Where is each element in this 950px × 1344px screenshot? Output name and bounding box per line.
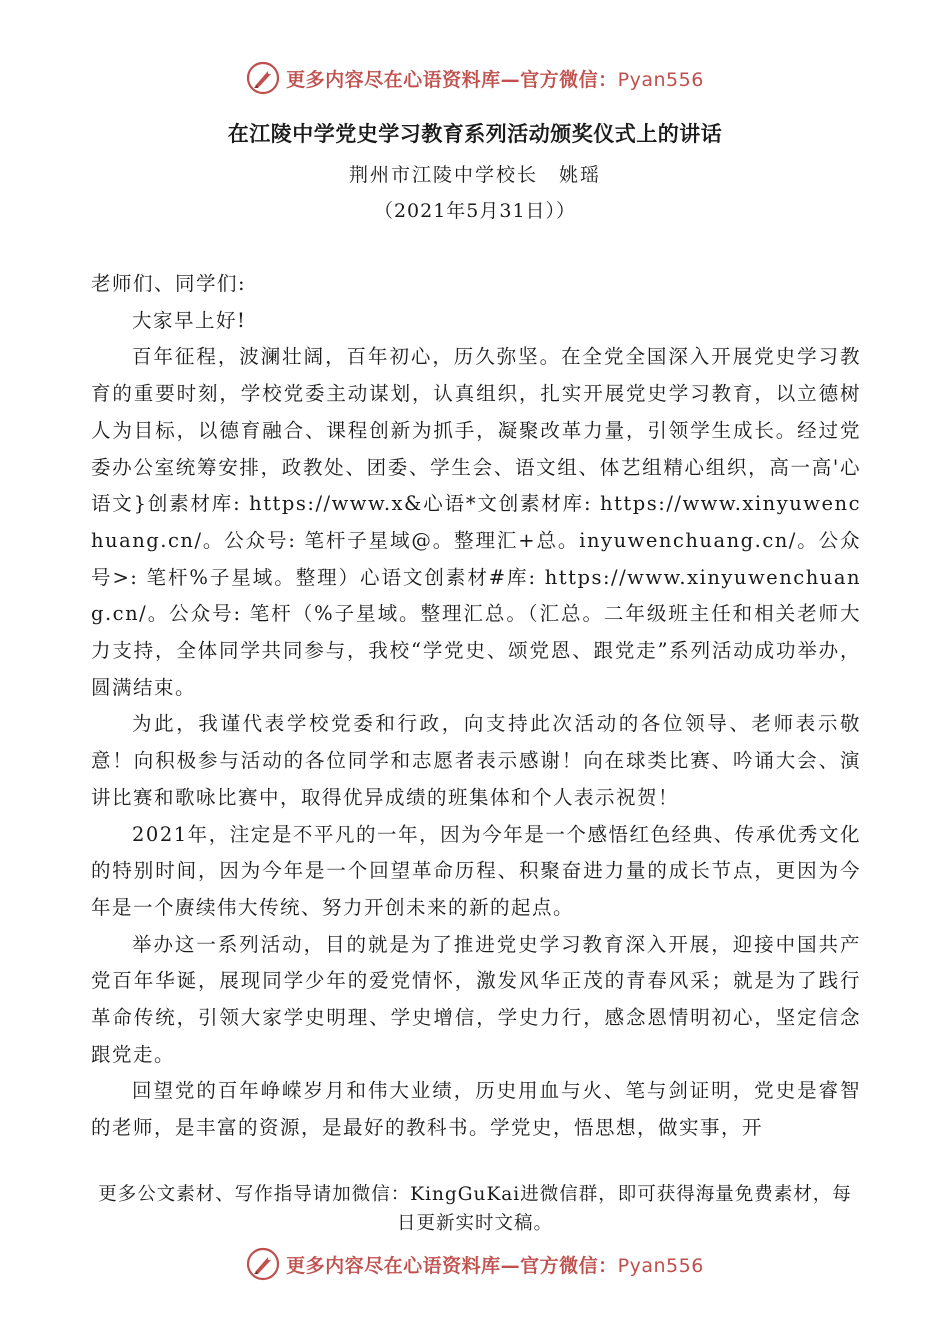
footer-note: 更多公文素材、写作指导请加微信：KingGuKai进微信群，即可获得海量免费素材，每日更新实时文稿。 [98,1184,852,1234]
document-author: 荆州市江陵中学校长 姚瑶 [348,164,601,186]
paragraph: 百年征程，波澜壮阔，百年初心，历久弥坚。在全党全国深入开展党史学习教育的重要时刻，学校党委主动谋划，认真组织，扎实开展党史学习教育，以立德树人为目标，以德育融合、课程创新为抓手，凝聚改革力量，引领学生成长。经过党委办公室统筹安排，政教处、团委、学生会、语文组、体艺组精心组织，高一高'心语文}创素材库: https://www.x&心语*文创素材库: https://www.xinyuwenchuang.cn/。公众号: 笔杆子星域@。整理汇+总。inyuwenchuang.cn/。公众号>: 笔杆%子星域。整理）心语文创素材#库: https://www.xinyuwenchuang.cn/。公众号: 笔杆（%子星域。整理汇总。（汇总。二年级班主任和相关老师大力支持，全体同学共同参与，我校“学党史、颂党恩、跟党走”系列活动成功举办，圆满结束。 [91,345,861,699]
paragraph: 大家早上好! [132,308,247,332]
banner-text: 更多内容尽在心语资料库—官方微信：Pyan556 [286,1254,704,1277]
speech-body [91,266,861,1147]
pen-nib-logo-icon [246,61,280,95]
paragraph: 举办这一系列活动，目的就是为了推进党史学习教育深入开展，迎接中国共产党百年华诞，展现同学少年的爱党情怀，激发风华正茂的青春风采；就是为了践行革命传统，引领大家学史明理、学史增信，学史力行，感念恩情明初心，坚定信念跟党走。 [91,932,861,1066]
banner-wechat-id: Pyan556 [617,1254,704,1277]
paragraph: 2021年，注定是不平凡的一年，因为今年是一个感悟红色经典、传承优秀文化的特别时间，因为今年是一个回望革命历程、积聚奋进力量的成长节点，更因为今年是一个赓续伟大传统、努力开创未来的新的起点。 [91,822,861,919]
pen-nib-logo-icon [246,1247,280,1281]
document-title: 在江陵中学党史学习教育系列活动颁奖仪式上的讲话 [227,121,723,146]
paragraph: 回望党的百年峥嵘岁月和伟大业绩，历史用血与火、笔与剑证明，党史是睿智的老师，是丰富的资源，是最好的教科书。学党史，悟思想，做实事，开 [91,1079,861,1140]
banner-text: 更多内容尽在心语资料库—官方微信：Pyan556 [286,68,704,91]
bottom-banner [0,1244,950,1284]
document-date: （2021年5月31日）） [373,200,577,222]
banner-wechat-id: Pyan556 [617,68,704,91]
top-banner [0,58,950,98]
greeting: 老师们、同学们: [91,272,247,295]
paragraph: 为此，我谨代表学校党委和行政，向支持此次活动的各位领导、老师表示敬意！向积极参与活动的各位同学和志愿者表示感谢！向在球类比赛、吟诵大会、演讲比赛和歌咏比赛中，取得优异成绩的班集体和个人表示祝贺！ [91,712,861,809]
